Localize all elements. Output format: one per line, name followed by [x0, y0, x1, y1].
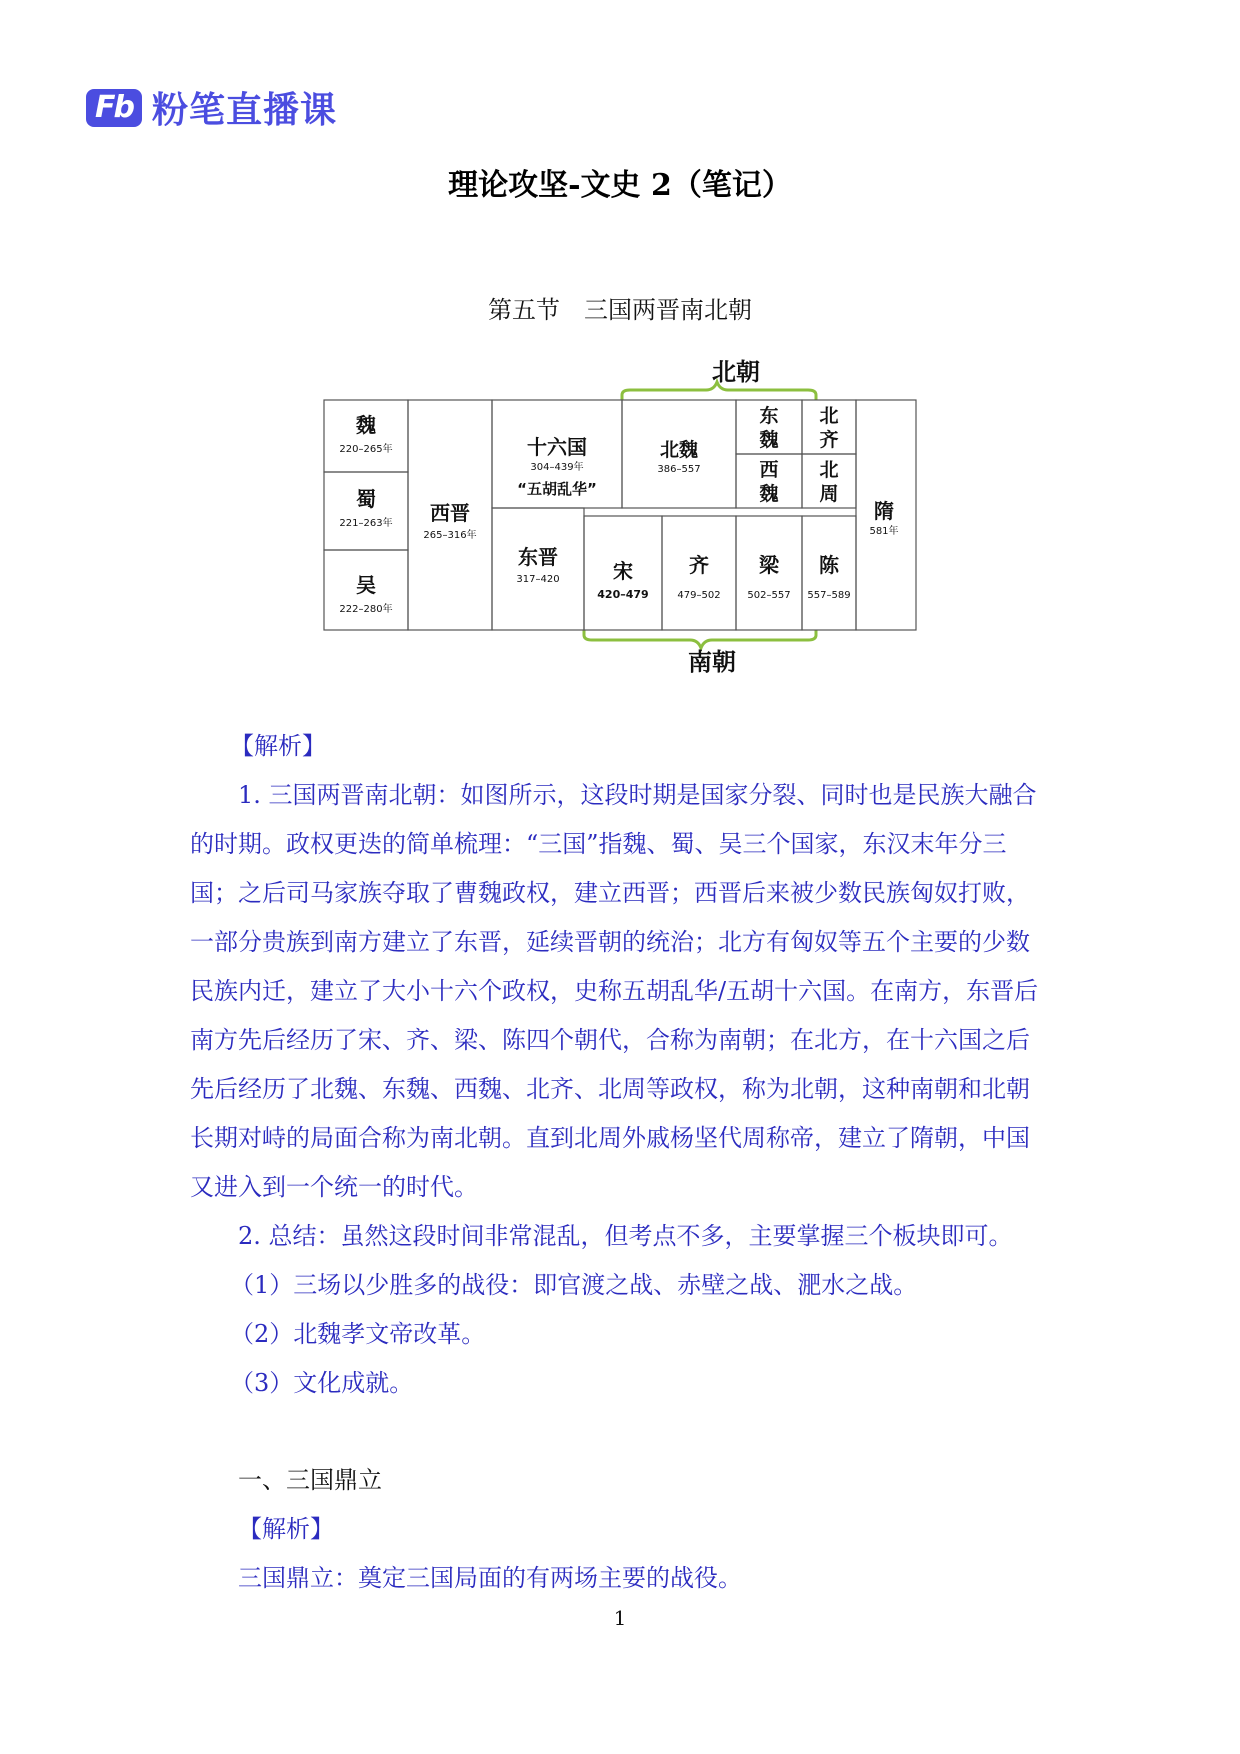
- chen-years: 557–589: [807, 590, 851, 601]
- brand-logo: [86, 82, 337, 133]
- liang-years: 502–557: [747, 590, 791, 601]
- dongwei-name-2: 魏: [759, 429, 779, 451]
- sui-name: 隋: [874, 499, 894, 523]
- south-dynasties-label: 南朝: [688, 648, 736, 676]
- paragraph-three-kingdoms: 三国鼎立：奠定三国局面的有两场主要的战役。: [238, 1564, 742, 1592]
- sixteen-name: 十六国: [527, 435, 587, 459]
- dongjin-name: 东晋: [518, 545, 558, 569]
- liang-name: 梁: [759, 553, 779, 577]
- beizhou-name-1: 北: [819, 459, 839, 481]
- qi-name: 齐: [689, 553, 709, 577]
- analysis-label: 【解析】: [230, 732, 326, 760]
- dongwei-name-1: 东: [759, 405, 779, 427]
- heading-three-kingdoms: 一、三国鼎立: [238, 1466, 382, 1494]
- north-dynasties-label: 北朝: [712, 358, 760, 386]
- beiwei-years: 386–557: [657, 464, 701, 475]
- paragraph-summary: 2. 总结：虽然这段时间非常混乱，但考点不多，主要掌握三个板块即可。: [238, 1222, 1013, 1250]
- summary-item-2: （2）北魏孝文帝改革。: [230, 1320, 486, 1348]
- sixteen-note: “五胡乱华”: [517, 480, 597, 498]
- brand-name: 粉笔直播课: [152, 90, 338, 131]
- xijin-name: 西晋: [430, 501, 470, 525]
- wu-name: 吴: [356, 573, 376, 597]
- summary-item-3: （3）文化成就。: [230, 1369, 414, 1397]
- beizhou-name-2: 周: [819, 483, 839, 505]
- fb-logo-icon: Fb: [86, 89, 142, 127]
- dynasty-diagram: [320, 352, 920, 678]
- song-years: 420–479: [597, 588, 649, 601]
- document-title: 理论攻坚-文史 2（笔记）: [448, 168, 792, 203]
- analysis-label-2: 【解析】: [238, 1515, 334, 1543]
- shu-name: 蜀: [356, 487, 376, 511]
- song-name: 宋: [613, 559, 633, 583]
- sui-years: 581年: [869, 526, 899, 537]
- section-title: 第五节 三国两晋南北朝: [488, 296, 752, 324]
- chen-name: 陈: [819, 553, 839, 577]
- xiwei-name-1: 西: [759, 459, 779, 481]
- wu-years: 222–280年: [339, 604, 393, 615]
- xiwei-name-2: 魏: [759, 483, 779, 505]
- cell-dongjin: [492, 508, 584, 630]
- summary-item-1: （1）三场以少胜多的战役：即官渡之战、赤壁之战、淝水之战。: [230, 1271, 918, 1299]
- cell-shu: [324, 472, 408, 550]
- wei-name: 魏: [356, 413, 376, 437]
- notes-content: [190, 722, 1052, 1603]
- beiqi-name-2: 齐: [819, 429, 839, 451]
- dongjin-years: 317–420: [516, 574, 560, 585]
- wei-years: 220–265年: [339, 444, 393, 455]
- sixteen-years: 304–439年: [530, 462, 584, 473]
- paragraph-overview: 1. 三国两晋南北朝：如图所示，这段时期是国家分裂、同时也是民族大融合的时期。政权更迭的简单梳理：“三国”指魏、蜀、吴三个国家，东汉末年分三国；之后司马家族夺取了曹魏政权，建立西晋；西晋后来被少数民族匈奴打败，一部分贵族到南方建立了东晋，延续晋朝的统治；北方有匈奴等五个主要的少数民族内迁，建立了大小十六个政权，史称五胡乱华/五胡十六国。在南方，东晋后南方先后经历了宋、齐、梁、陈四个朝代，合称为南朝；在北方，在十六国之后先后经历了北魏、东魏、西魏、北齐、北周等政权，称为北朝，这种南朝和北朝长期对峙的局面合称为南北朝。直到北周外戚杨坚代周称帝，建立了隋朝，中国又进入到一个统一的时代。: [190, 781, 1039, 1201]
- beiqi-name-1: 北: [819, 405, 839, 427]
- page-number: 1: [613, 1606, 627, 1630]
- xijin-years: 265–316年: [423, 530, 477, 541]
- beiwei-name: 北魏: [659, 439, 699, 461]
- shu-years: 221–263年: [339, 518, 393, 529]
- qi-years: 479–502: [677, 590, 721, 601]
- south-brace: [584, 630, 816, 648]
